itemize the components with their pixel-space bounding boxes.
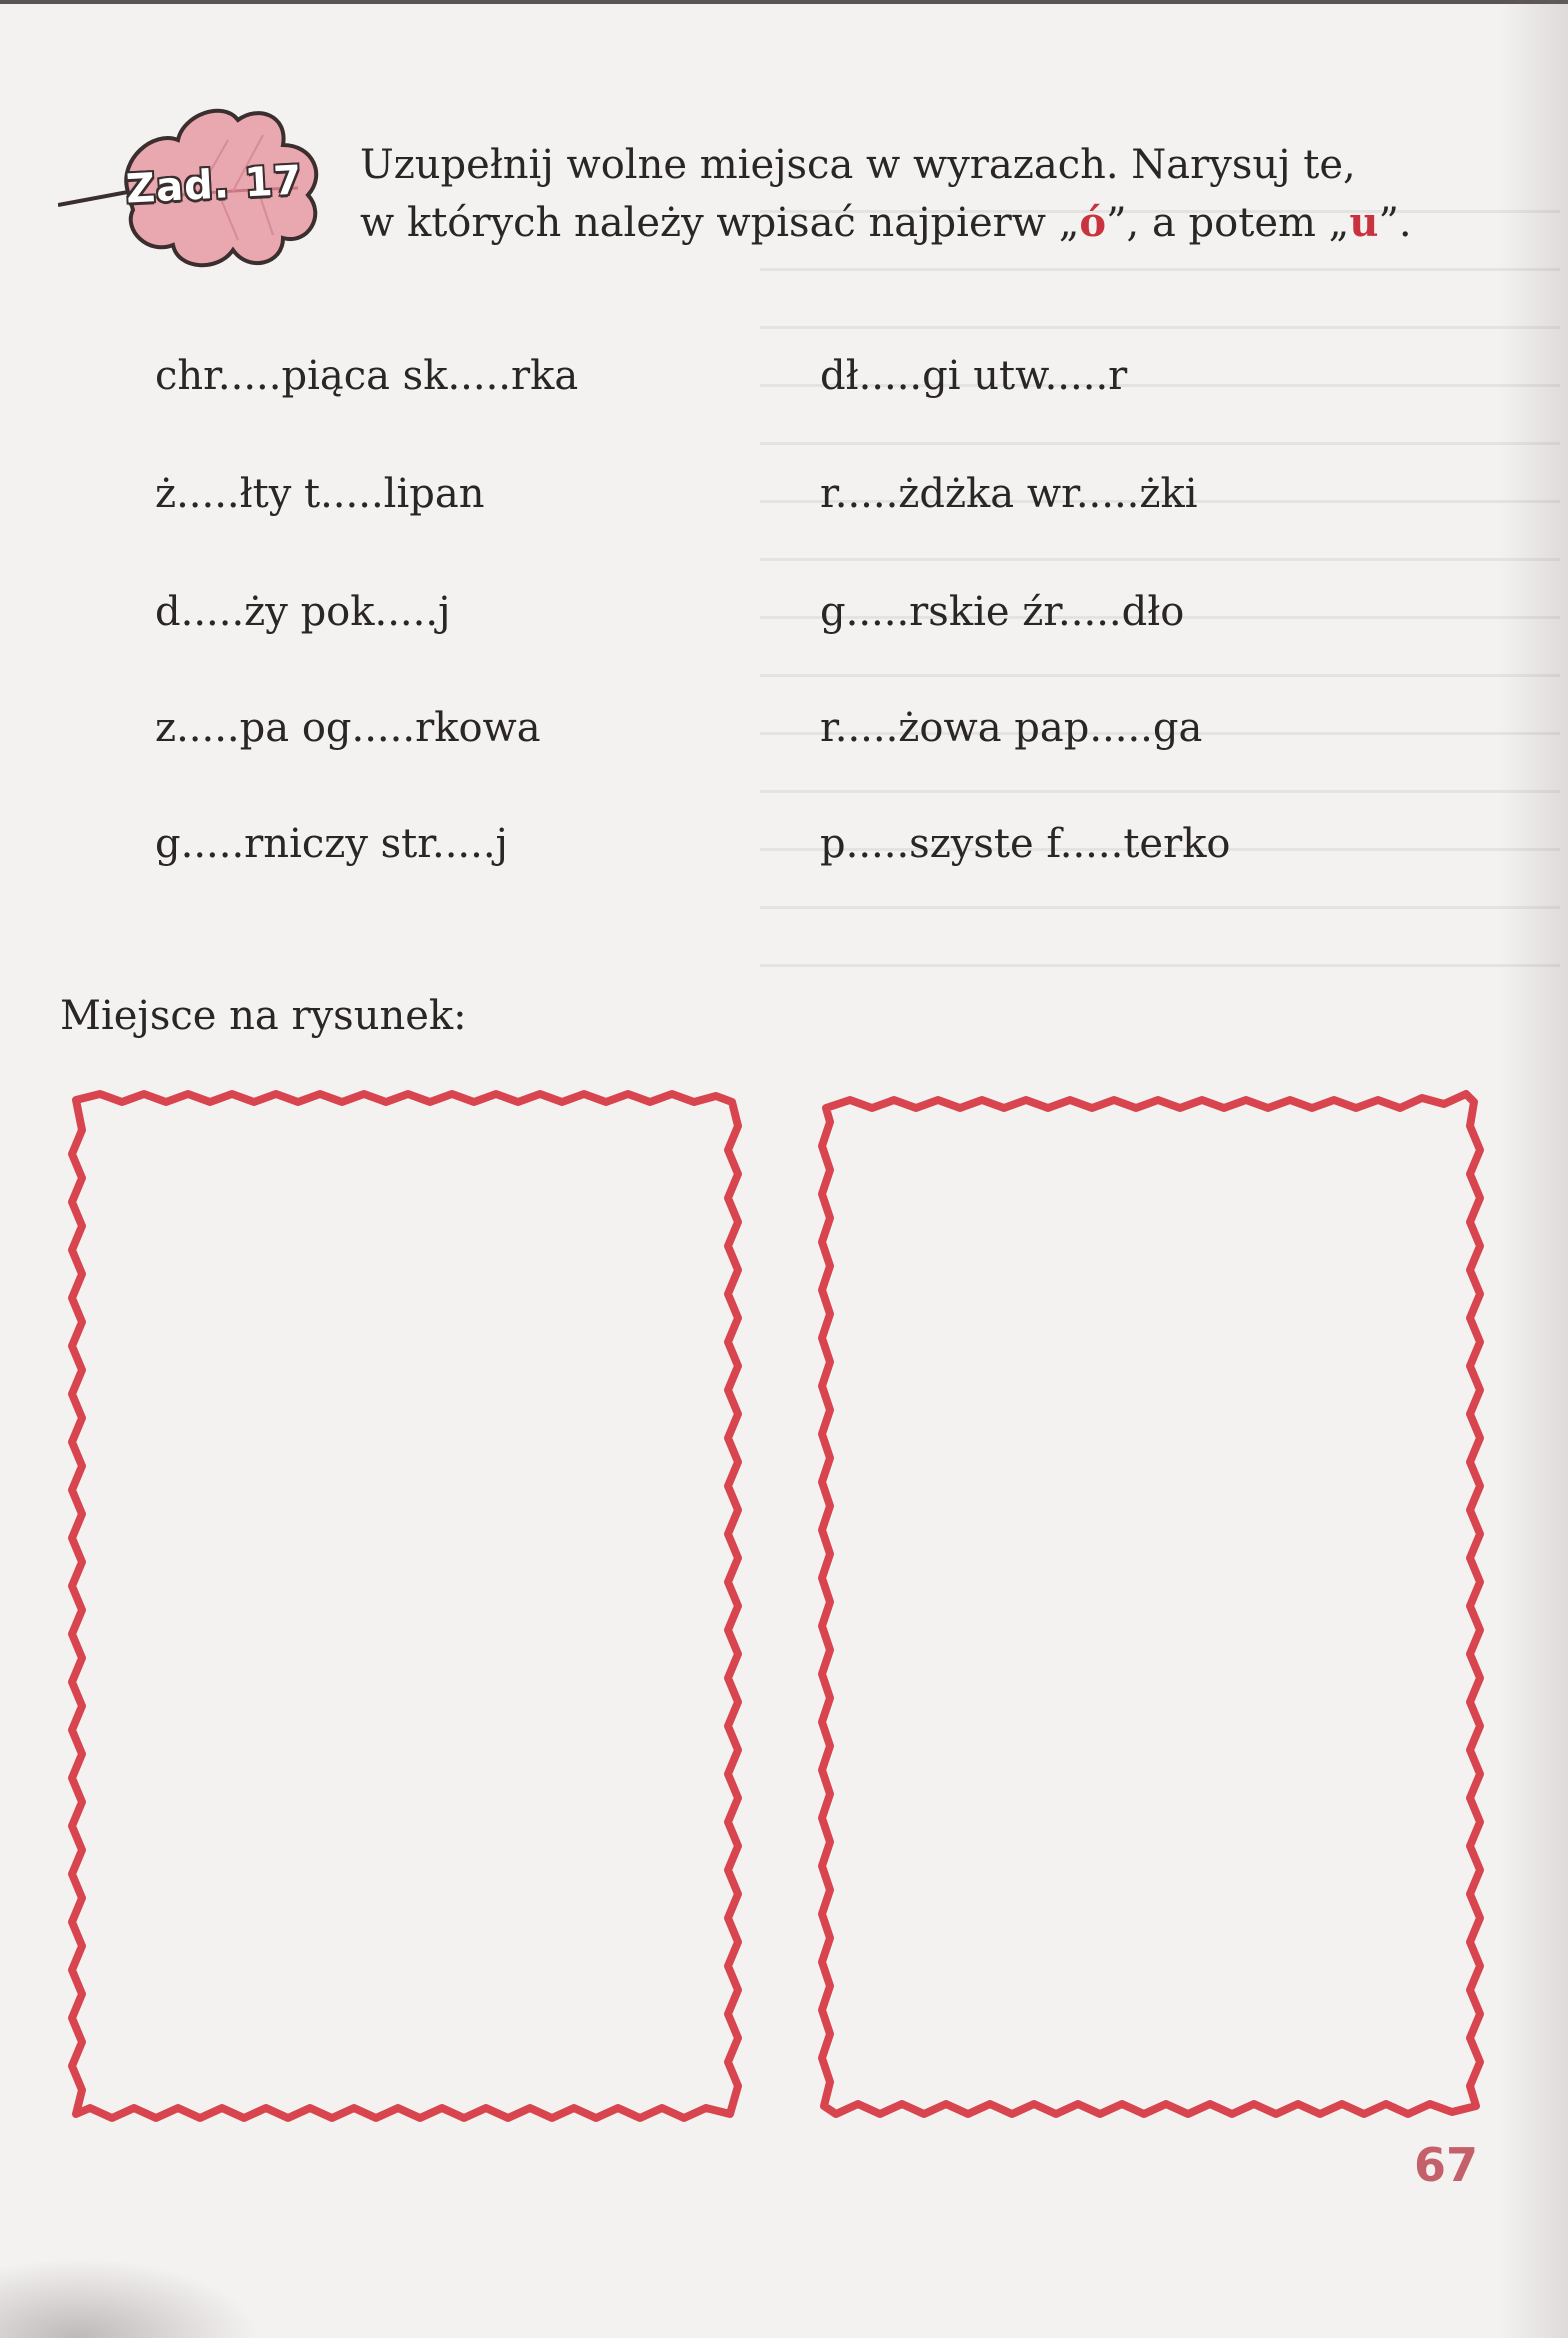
word-pair: ż.....łty t.....lipan (155, 471, 485, 517)
instruction-line-2-end: ”. (1378, 200, 1412, 246)
word-pair: chr.....piąca sk.....rka (155, 353, 579, 399)
instruction-line-2-middle: ”, a potem „ (1106, 200, 1350, 246)
drawing-area-label: Miejsce na rysunek: (60, 993, 467, 1039)
word-pair: d.....ży pok.....j (155, 589, 451, 635)
wavy-border-right (822, 1094, 1480, 2114)
instruction-line-2-start: w których należy wpisać najpierw „ (360, 200, 1080, 246)
instruction-line-2 (360, 194, 1510, 252)
word-pair: r.....żdżka wr.....żki (820, 471, 1198, 517)
word-pair: p.....szyste f.....terko (820, 821, 1231, 867)
letter-u-highlight: u (1349, 199, 1379, 246)
word-pair: g.....rniczy str.....j (155, 821, 508, 867)
instruction-line-1: Uzupełnij wolne miejsca w wyrazach. Narysuj te, (360, 142, 1356, 188)
wavy-border-left (72, 1094, 738, 2118)
word-pair: z.....pa og.....rkowa (155, 705, 541, 751)
scan-shadow (0, 2258, 260, 2338)
word-pair: g.....rskie źr.....dło (820, 589, 1185, 635)
page-number: 67 (1414, 2138, 1479, 2192)
drawing-frame-left[interactable] (70, 1092, 740, 2122)
word-pair: r.....żowa pap.....ga (820, 705, 1203, 751)
page-shadow (1498, 0, 1568, 2338)
task-instruction (360, 136, 1510, 252)
task-number: Zad. 17 (124, 157, 304, 213)
task-badge (58, 100, 328, 275)
word-pair: dł.....gi utw.....r (820, 353, 1128, 399)
page-top-edge (0, 0, 1568, 4)
drawing-frame-right[interactable] (820, 1092, 1480, 2122)
letter-o-highlight: ó (1079, 199, 1107, 246)
